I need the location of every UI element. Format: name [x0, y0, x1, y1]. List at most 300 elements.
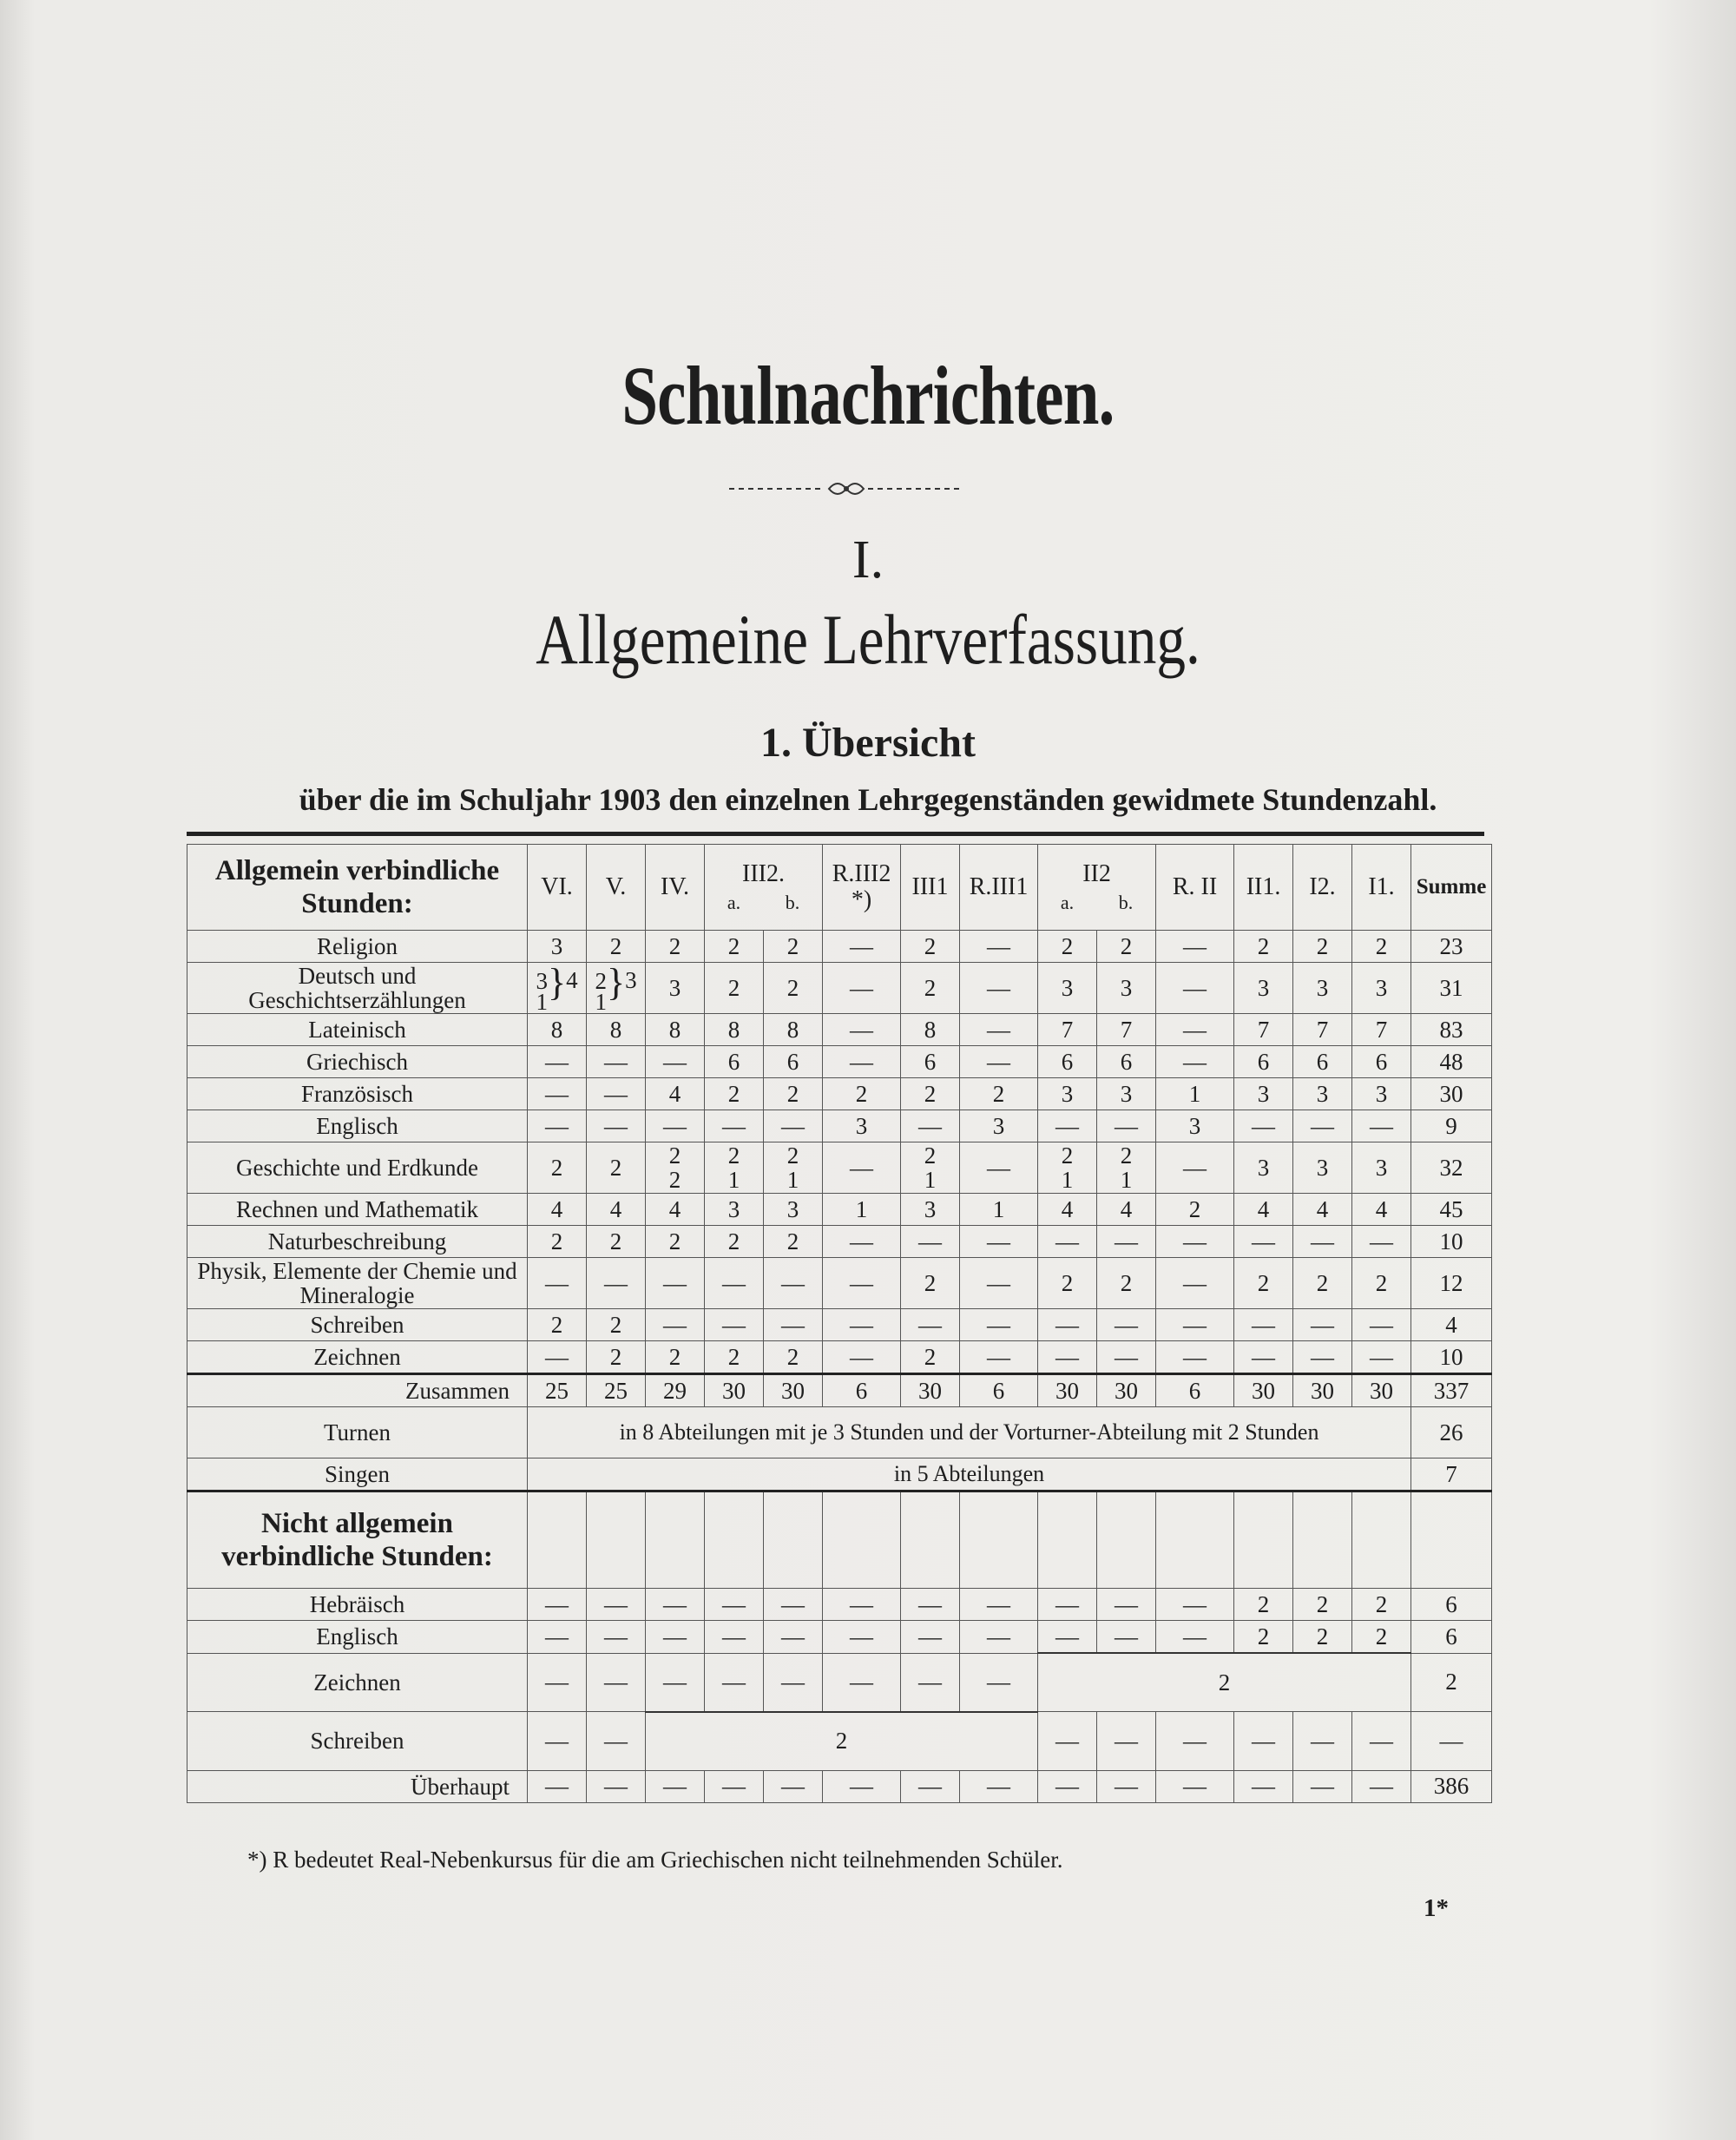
cell: — [901, 1653, 960, 1712]
cell: 7 [1352, 1014, 1411, 1046]
col-i2: I2. [1293, 845, 1352, 931]
cell: 30 [705, 1374, 764, 1407]
cell: 30 [1352, 1374, 1411, 1407]
cell: — [960, 963, 1038, 1014]
cell: — [705, 1589, 764, 1621]
cell: 1 [823, 1194, 901, 1226]
row-ueberhaupt [187, 1770, 1492, 1802]
cell: — [1352, 1770, 1411, 1802]
cell: 3 [1352, 1142, 1411, 1194]
col-iv: IV. [646, 845, 705, 931]
cell: — [1097, 1226, 1156, 1258]
cell: — [646, 1258, 705, 1309]
cell: 2 [764, 1078, 823, 1110]
row-label: Griechisch [187, 1046, 528, 1078]
cell: — [1097, 1621, 1156, 1654]
cell: 30 [1293, 1374, 1352, 1407]
cell: — [1156, 1142, 1234, 1194]
cell: — [528, 1110, 587, 1142]
brace-icon: } [547, 962, 567, 1004]
cell: — [587, 1046, 646, 1078]
cell: 8 [528, 1014, 587, 1046]
cell: — [1352, 1309, 1411, 1341]
cell: 3 [901, 1194, 960, 1226]
cell: 2 [823, 1078, 901, 1110]
cell: 2 [1234, 1621, 1293, 1654]
cell: — [1038, 1712, 1097, 1771]
cell: 3 [1038, 1078, 1097, 1110]
row-label: Zusammen [187, 1374, 528, 1407]
cell: — [1156, 931, 1234, 963]
signature-mark: 1* [1424, 1894, 1449, 1922]
cell: 6 [1097, 1046, 1156, 1078]
table-row [187, 1142, 1492, 1194]
cell: 2 [901, 931, 960, 963]
col-ii2-a: a. [1060, 892, 1075, 913]
cell: 2 1 [764, 1142, 823, 1194]
cell: 7 [1097, 1014, 1156, 1046]
cell: — [960, 1589, 1038, 1621]
col-iii2-label: III2. [742, 860, 785, 887]
cell: 2 [1293, 1258, 1352, 1309]
cell: 2 [1234, 1258, 1293, 1309]
cell: 8 [646, 1014, 705, 1046]
cell: — [1234, 1712, 1293, 1771]
cell: — [646, 1653, 705, 1712]
cell: — [1352, 1226, 1411, 1258]
page-title: Schulnachrichten. [621, 349, 1115, 442]
cell [901, 1491, 960, 1589]
lesson-hours-table [187, 844, 1492, 1803]
cell: 6 [1293, 1046, 1352, 1078]
table-row [187, 1046, 1492, 1078]
col-iii2-a: a. [727, 892, 741, 913]
col-r-ii: R. II [1156, 845, 1234, 931]
cell: 30 [1038, 1374, 1097, 1407]
cell: 3 [1234, 963, 1293, 1014]
turnen-description: in 8 Abteilungen mit je 3 Stunden und der Vorturner-Abteilung mit 2 Stunden [528, 1407, 1411, 1458]
cell: 3 [528, 931, 587, 963]
cell: 29 [646, 1374, 705, 1407]
cell: 1 [1156, 1078, 1234, 1110]
cell: — [823, 1589, 901, 1621]
cell: 30 [901, 1374, 960, 1407]
cell: — [1097, 1712, 1156, 1771]
table-row [187, 1589, 1492, 1621]
row-label: Rechnen und Mathematik [187, 1194, 528, 1226]
row-label: Schreiben [187, 1309, 528, 1341]
cell: — [587, 1258, 646, 1309]
cell: — [901, 1110, 960, 1142]
cell-summe: 48 [1411, 1046, 1492, 1078]
cell: 3 [1293, 963, 1352, 1014]
cell: — [823, 963, 901, 1014]
cell [528, 1491, 587, 1589]
col-ii2-label: II2 [1082, 860, 1111, 887]
cell: 2 [1038, 931, 1097, 963]
cell: 2 [528, 1142, 587, 1194]
col-ii2 [1038, 845, 1156, 931]
cell [1352, 1491, 1411, 1589]
cell: — [960, 1309, 1038, 1341]
cell: — [1293, 1309, 1352, 1341]
cell: — [1293, 1341, 1352, 1374]
cell: — [1097, 1110, 1156, 1142]
cell: — [705, 1258, 764, 1309]
section-header-optional: Nicht allgemein verbindliche Stunden: [187, 1491, 528, 1589]
cell: — [587, 1621, 646, 1654]
cell [764, 1491, 823, 1589]
row-label: Schreiben [187, 1712, 528, 1771]
col-ii1: II1. [1234, 845, 1293, 931]
cell-top: 3 [536, 967, 548, 994]
cell: 2 [705, 963, 764, 1014]
cell: — [764, 1110, 823, 1142]
row-label: Englisch [187, 1621, 528, 1654]
row-label: Zeichnen [187, 1341, 528, 1374]
cell: — [587, 1589, 646, 1621]
cell: — [764, 1309, 823, 1341]
cell: — [1411, 1712, 1492, 1771]
cell: 4 [587, 1194, 646, 1226]
table-row [187, 1258, 1492, 1309]
cell: 2 [1352, 1589, 1411, 1621]
cell: — [764, 1653, 823, 1712]
col-r-iii1: R.III1 [960, 845, 1038, 931]
cell: 2 [901, 1341, 960, 1374]
cell: 6 [960, 1374, 1038, 1407]
row-turnen [187, 1407, 1492, 1458]
ornament-divider [729, 476, 963, 502]
cell-summe: 9 [1411, 1110, 1492, 1142]
cell: — [528, 1589, 587, 1621]
cell [1234, 1491, 1293, 1589]
row-label: Singen [187, 1458, 528, 1491]
row-label: Naturbeschreibung [187, 1226, 528, 1258]
cell: — [528, 1046, 587, 1078]
brace-icon: } [606, 962, 626, 1004]
cell-braced [528, 963, 587, 1014]
cell: — [1352, 1712, 1411, 1771]
cell: — [1156, 1621, 1234, 1654]
cell: — [823, 1341, 901, 1374]
cell: 3 [1352, 963, 1411, 1014]
cell: 2 [646, 931, 705, 963]
row-section2-header [187, 1491, 1492, 1589]
cell: 3 [646, 963, 705, 1014]
row-label: Englisch [187, 1110, 528, 1142]
cell: 3 [1293, 1078, 1352, 1110]
cell: — [587, 1712, 646, 1771]
cell: — [960, 1621, 1038, 1654]
cell: 2 [1156, 1194, 1234, 1226]
cell: 2 [901, 1078, 960, 1110]
row-label: Religion [187, 931, 528, 963]
cell: — [1038, 1621, 1097, 1654]
cell: 3 [1293, 1142, 1352, 1194]
cell: 25 [587, 1374, 646, 1407]
cell-summe: 2 [1411, 1653, 1492, 1712]
row-label: Physik, Elemente der Chemie und Mineralogie [187, 1258, 528, 1309]
cell-summe: 10 [1411, 1226, 1492, 1258]
cell: — [1293, 1712, 1352, 1771]
cell-summe: 26 [1411, 1407, 1492, 1458]
cell: — [1234, 1341, 1293, 1374]
col-summe: Summe [1411, 845, 1492, 931]
cell: — [1234, 1770, 1293, 1802]
col-vi: VI. [528, 845, 587, 931]
row-zeichnen-optional [187, 1653, 1492, 1712]
cell: 2 [1293, 1589, 1352, 1621]
cell-summe: 7 [1411, 1458, 1492, 1491]
cell: 2 [705, 1226, 764, 1258]
cell [960, 1491, 1038, 1589]
cell: 6 [1352, 1046, 1411, 1078]
row-label: Deutsch und Geschichtserzählungen [187, 963, 528, 1014]
cell: — [1234, 1110, 1293, 1142]
cell: 2 [901, 1258, 960, 1309]
cell: 6 [1234, 1046, 1293, 1078]
row-zusammen [187, 1374, 1492, 1407]
cell: 3 [1038, 963, 1097, 1014]
cell: — [705, 1621, 764, 1654]
section-number: I. [852, 530, 884, 589]
cell: — [1097, 1309, 1156, 1341]
cell: — [1352, 1110, 1411, 1142]
cell: 3 [1234, 1142, 1293, 1194]
cell [1097, 1491, 1156, 1589]
cell: — [960, 1770, 1038, 1802]
cell: 2 1 [1038, 1142, 1097, 1194]
cell: — [1156, 1014, 1234, 1046]
cell: 8 [764, 1014, 823, 1046]
cell-summe: 23 [1411, 931, 1492, 963]
overview-title: 1. Übersicht [760, 720, 976, 766]
overview-subtitle: über die im Schuljahr 1903 den einzelnen Lehrgegenständen gewidmete Stundenzahl. [299, 782, 1437, 817]
cell: 2 [1038, 1258, 1097, 1309]
top-rule [187, 832, 1484, 836]
cell: — [1038, 1309, 1097, 1341]
cell: — [960, 931, 1038, 963]
col-iii1: III1 [901, 845, 960, 931]
cell-summe: 10 [1411, 1341, 1492, 1374]
cell: — [646, 1589, 705, 1621]
cell: — [1234, 1226, 1293, 1258]
cell: — [646, 1046, 705, 1078]
cell: — [823, 931, 901, 963]
cell: 2 [587, 1341, 646, 1374]
cell [646, 1491, 705, 1589]
cell: 2 [764, 1341, 823, 1374]
table-row [187, 1110, 1492, 1142]
cell: — [764, 1589, 823, 1621]
row-label: Geschichte und Erdkunde [187, 1142, 528, 1194]
cell: — [587, 1653, 646, 1712]
cell: — [1156, 1341, 1234, 1374]
cell: 3 [1352, 1078, 1411, 1110]
row-singen [187, 1458, 1492, 1491]
cell: 2 [646, 1341, 705, 1374]
cell [705, 1491, 764, 1589]
cell: — [587, 1770, 646, 1802]
cell: — [764, 1258, 823, 1309]
cell: — [1156, 1309, 1234, 1341]
cell [1156, 1491, 1234, 1589]
cell: 7 [1038, 1014, 1097, 1046]
cell: — [646, 1621, 705, 1654]
cell: 2 2 [646, 1142, 705, 1194]
cell: — [823, 1258, 901, 1309]
row-label: Lateinisch [187, 1014, 528, 1046]
row-label: Hebräisch [187, 1589, 528, 1621]
cell: 3 [1234, 1078, 1293, 1110]
cell: — [823, 1142, 901, 1194]
cell-bottom: 1 [536, 988, 548, 1014]
table-row [187, 1621, 1492, 1654]
cell: 30 [764, 1374, 823, 1407]
row-label: Turnen [187, 1407, 528, 1458]
cell: 2 [764, 963, 823, 1014]
cell: 4 [1097, 1194, 1156, 1226]
cell: 30 [1234, 1374, 1293, 1407]
cell-braced [587, 963, 646, 1014]
row-schreiben-optional [187, 1712, 1492, 1771]
cell: — [1097, 1589, 1156, 1621]
cell: — [1293, 1226, 1352, 1258]
cell: — [705, 1653, 764, 1712]
footnote: *) R bedeutet Real-Nebenkursus für die am Griechischen nicht teilnehmenden Schüler. [247, 1847, 1063, 1873]
cell: — [705, 1309, 764, 1341]
cell: — [960, 1014, 1038, 1046]
cell: 2 1 [705, 1142, 764, 1194]
cell: 4 [646, 1194, 705, 1226]
cell: — [1156, 1712, 1234, 1771]
cell: — [901, 1226, 960, 1258]
cell-top: 2 [595, 967, 607, 994]
cell: — [823, 1621, 901, 1654]
cell-summe: 12 [1411, 1258, 1492, 1309]
col-iii2-b: b. [785, 892, 800, 913]
cell: 3 [823, 1110, 901, 1142]
cell: — [528, 1258, 587, 1309]
cell: 4 [1352, 1194, 1411, 1226]
cell: 1 [960, 1194, 1038, 1226]
row-label: Überhaupt [187, 1770, 528, 1802]
cell: 8 [705, 1014, 764, 1046]
cell: — [901, 1589, 960, 1621]
cell-bottom: 1 [595, 988, 607, 1014]
col-i1: I1. [1352, 845, 1411, 931]
cell: 2 [705, 1078, 764, 1110]
col-r-iii2: R.III2 *) [823, 845, 901, 931]
table-row [187, 1309, 1492, 1341]
merged-cell: 2 [646, 1712, 1038, 1771]
singen-description: in 5 Abteilungen [528, 1458, 1411, 1491]
cell: 3 [705, 1194, 764, 1226]
cell: — [1156, 1226, 1234, 1258]
table-row [187, 1078, 1492, 1110]
cell-summe: 83 [1411, 1014, 1492, 1046]
merged-cell: 2 [1038, 1653, 1411, 1712]
table-row [187, 1226, 1492, 1258]
cell-summe: 30 [1411, 1078, 1492, 1110]
cell: 2 [528, 1226, 587, 1258]
cell-summe: 31 [1411, 963, 1492, 1014]
cell: — [764, 1621, 823, 1654]
table-row [187, 1341, 1492, 1374]
cell: 2 [705, 931, 764, 963]
cell [1038, 1491, 1097, 1589]
cell: 4 [528, 1194, 587, 1226]
cell: 6 [1156, 1374, 1234, 1407]
cell: 6 [764, 1046, 823, 1078]
cell: 3 [1097, 1078, 1156, 1110]
cell: — [823, 1309, 901, 1341]
row-label: Französisch [187, 1078, 528, 1110]
cell: 2 [1234, 931, 1293, 963]
col-iii2 [705, 845, 823, 931]
section-header-obligatory: Allgemein verbindliche Stunden: [187, 845, 528, 931]
cell: — [823, 1014, 901, 1046]
cell: — [528, 1770, 587, 1802]
cell: — [1352, 1341, 1411, 1374]
cell: 2 [1352, 1621, 1411, 1654]
cell: 2 [901, 963, 960, 1014]
cell: — [1234, 1309, 1293, 1341]
table-row [187, 1194, 1492, 1226]
cell: — [1038, 1770, 1097, 1802]
cell: — [528, 1621, 587, 1654]
header-row [187, 845, 1492, 931]
cell: 7 [1234, 1014, 1293, 1046]
table-row [187, 1014, 1492, 1046]
cell: 2 1 [1097, 1142, 1156, 1194]
cell [1411, 1491, 1492, 1589]
cell: 2 [587, 1142, 646, 1194]
cell: 2 [764, 1226, 823, 1258]
cell: — [764, 1770, 823, 1802]
cell-total: 3 [625, 967, 637, 994]
cell: 6 [705, 1046, 764, 1078]
cell: 7 [1293, 1014, 1352, 1046]
cell: 2 [646, 1226, 705, 1258]
cell: 2 1 [901, 1142, 960, 1194]
cell-summe: 337 [1411, 1374, 1492, 1407]
cell-summe: 6 [1411, 1589, 1492, 1621]
cell: 2 [1352, 931, 1411, 963]
cell-total: 4 [566, 967, 578, 994]
cell: 2 [1352, 1258, 1411, 1309]
cell: 3 [960, 1110, 1038, 1142]
cell: — [960, 1258, 1038, 1309]
cell [823, 1491, 901, 1589]
cell: — [705, 1110, 764, 1142]
cell-summe: 45 [1411, 1194, 1492, 1226]
cell: 2 [587, 931, 646, 963]
cell: 3 [764, 1194, 823, 1226]
cell: — [960, 1142, 1038, 1194]
cell: — [901, 1770, 960, 1802]
cell: — [1156, 1046, 1234, 1078]
cell: — [587, 1078, 646, 1110]
cell: — [1038, 1589, 1097, 1621]
cell: — [823, 1653, 901, 1712]
cell: 2 [587, 1309, 646, 1341]
cell: — [646, 1770, 705, 1802]
cell: 3 [1156, 1110, 1234, 1142]
cell: 2 [960, 1078, 1038, 1110]
cell: 2 [1234, 1589, 1293, 1621]
